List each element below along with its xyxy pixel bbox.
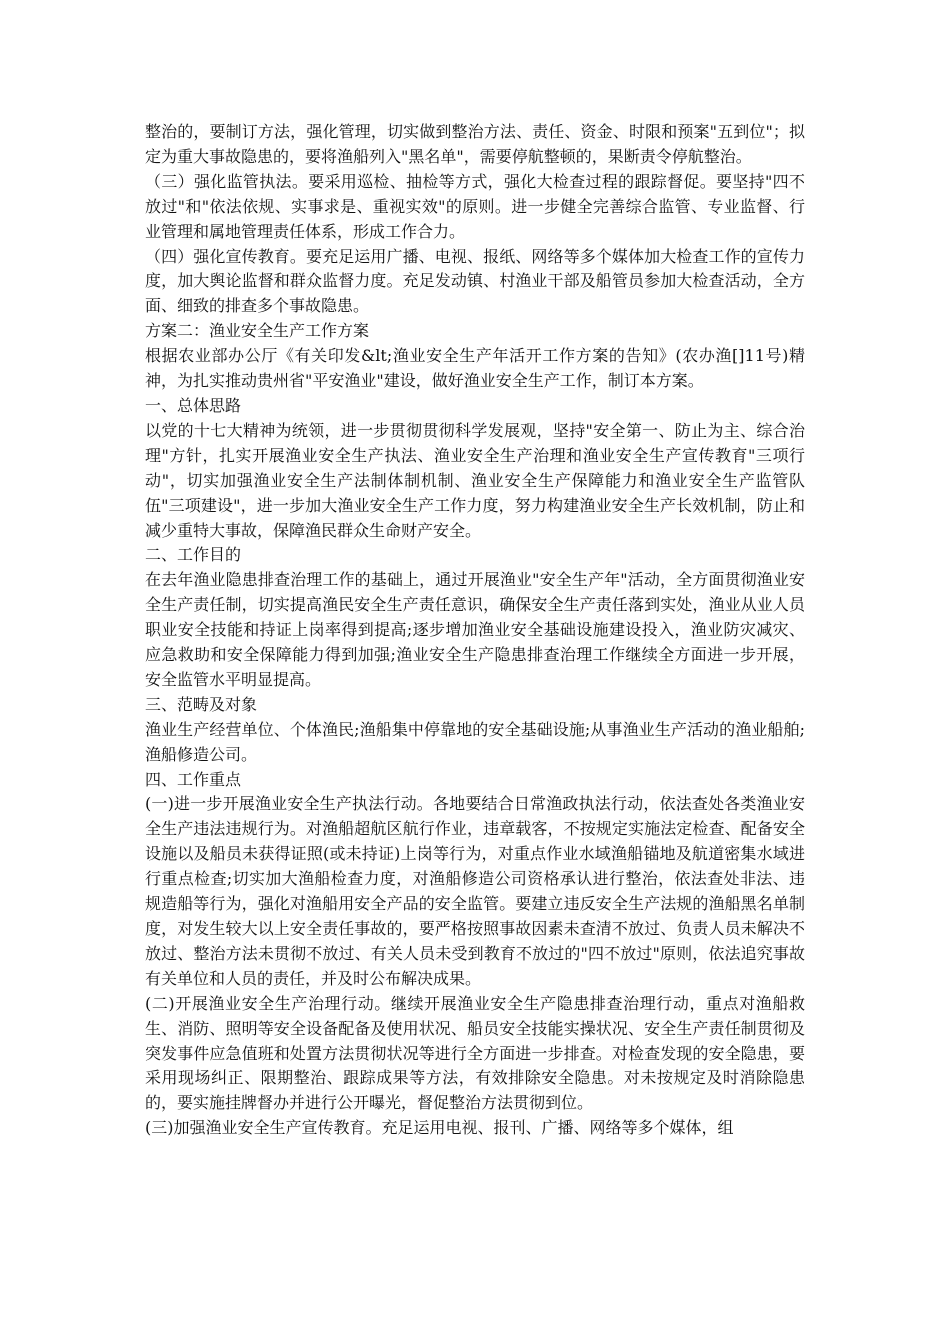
paragraph-overall-approach: 以党的十七大精神为统领，进一步贯彻贯彻科学发展观，坚持"安全第一、防止为主、综合治理"方针，扎实开展渔业安全生产执法、渔业安全生产治理和渔业安全生产宣传教育"三项行动"，切实加强渔业安全生产法制体制机制、渔业安全生产保障能力和渔业安全生产监管队伍"三项建设"，进一步加大渔业安全生产工作力度，努力构建渔业安全生产长效机制，防止和减少重特大事故，保障渔民群众生命财产安全。 [145, 420, 805, 540]
section-heading-key-tasks: 四、工作重点 [145, 769, 242, 789]
section-heading-scope: 三、范畴及对象 [145, 694, 258, 714]
paragraph-governance: (二)开展渔业安全生产治理行动。继续开展渔业安全生产隐患排查治理行动，重点对渔船救生、消防、照明等安全设备配备及使用状况、船员安全技能实操状况、安全生产责任制贯彻及突发事件应急值班和处置方法贯彻状况等进行全方面进一步排查。对检查发现的安全隐患，要采用现场纠正、限期整治、跟踪成果等方法，有效排除安全隐患。对未按规定及时消除隐患的，要实施挂牌督办并进行公开曝光，督促整治方法贯彻到位。 [145, 993, 805, 1113]
document-body [145, 120, 805, 1141]
paragraph-basis: 根据农业部办公厅《有关印发&lt;渔业安全生产年活开工作方案的告知》(农办渔[]11号)精神，为扎实推动贵州省"平安渔业"建设，做好渔业安全生产工作，制订本方案。 [145, 346, 805, 391]
paragraph-rectification-five-in-place: 整治的，要制订方法，强化管理，切实做到整治方法、责任、资金、时限和预案"五到位"；拟定为重大事故隐患的，要将渔船列入"黑名单"，需要停航整顿的，果断责令停航整治。 [145, 122, 805, 166]
paragraph-strengthen-supervision: （三）强化监管执法。要采用巡检、抽检等方式，强化大检查过程的跟踪督促。要坚持"四不放过"和"依法依规、实事求是、重视实效"的原则。进一步健全完善综合监管、专业监督、行业管理和属地管理责任体系，形成工作合力。 [145, 171, 805, 241]
paragraph-objectives: 在去年渔业隐患排查治理工作的基础上，通过开展渔业"安全生产年"活动，全方面贯彻渔业安全生产责任制，切实提高渔民安全生产责任意识，确保安全生产责任落到实处，渔业从业人员职业安全技能和持证上岗率得到提高;逐步增加渔业安全基础设施建设投入，渔业防灾减灾、应急救助和安全保障能力得到加强;渔业安全生产隐患排查治理工作继续全方面进一步开展，安全监管水平明显提高。 [145, 570, 805, 689]
paragraph-scope: 渔业生产经营单位、个体渔民;渔船集中停靠地的安全基础设施;从事渔业生产活动的渔业船舶;渔船修造公司。 [145, 719, 805, 764]
section-heading-overall-approach: 一、总体思路 [145, 395, 242, 415]
paragraph-education: (三)加强渔业安全生产宣传教育。充足运用电视、报刊、广播、网络等多个媒体，组 [145, 1118, 734, 1138]
plan-two-title: 方案二：渔业安全生产工作方案 [145, 321, 370, 341]
paragraph-law-enforcement: (一)进一步开展渔业安全生产执法行动。各地要结合日常渔政执法行动，依法查处各类渔业安全生产违法违规行为。对渔船超航区航行作业，违章载客，不按规定实施法定检查、配备安全设施以及船员未获得证照(或未持证)上岗等行为，对重点作业水域渔船锚地及航道密集水域进行重点检查;切实加大渔船检查力度，对渔船修造公司资格承认进行整治，依法查处非法、违规造船等行为，强化对渔船用安全产品的安全监管。要建立违反安全生产法规的渔船黑名单制度，对发生较大以上安全责任事故的，要严格按照事故因素未查清不放过、负责人员未解决不放过、整治方法未贯彻不放过、有关人员未受到教育不放过的"四不放过"原则，依法追究事故有关单位和人员的责任，并及时公布解决成果。 [145, 794, 805, 988]
paragraph-strengthen-publicity: （四）强化宣传教育。要充足运用广播、电视、报纸、网络等多个媒体加大检查工作的宣传力度，加大舆论监督和群众监督力度。充足发动镇、村渔业干部及船管员参加大检查活动，全方面、细致的排查多个事故隐患。 [145, 246, 805, 316]
section-heading-objectives: 二、工作目的 [145, 545, 242, 565]
